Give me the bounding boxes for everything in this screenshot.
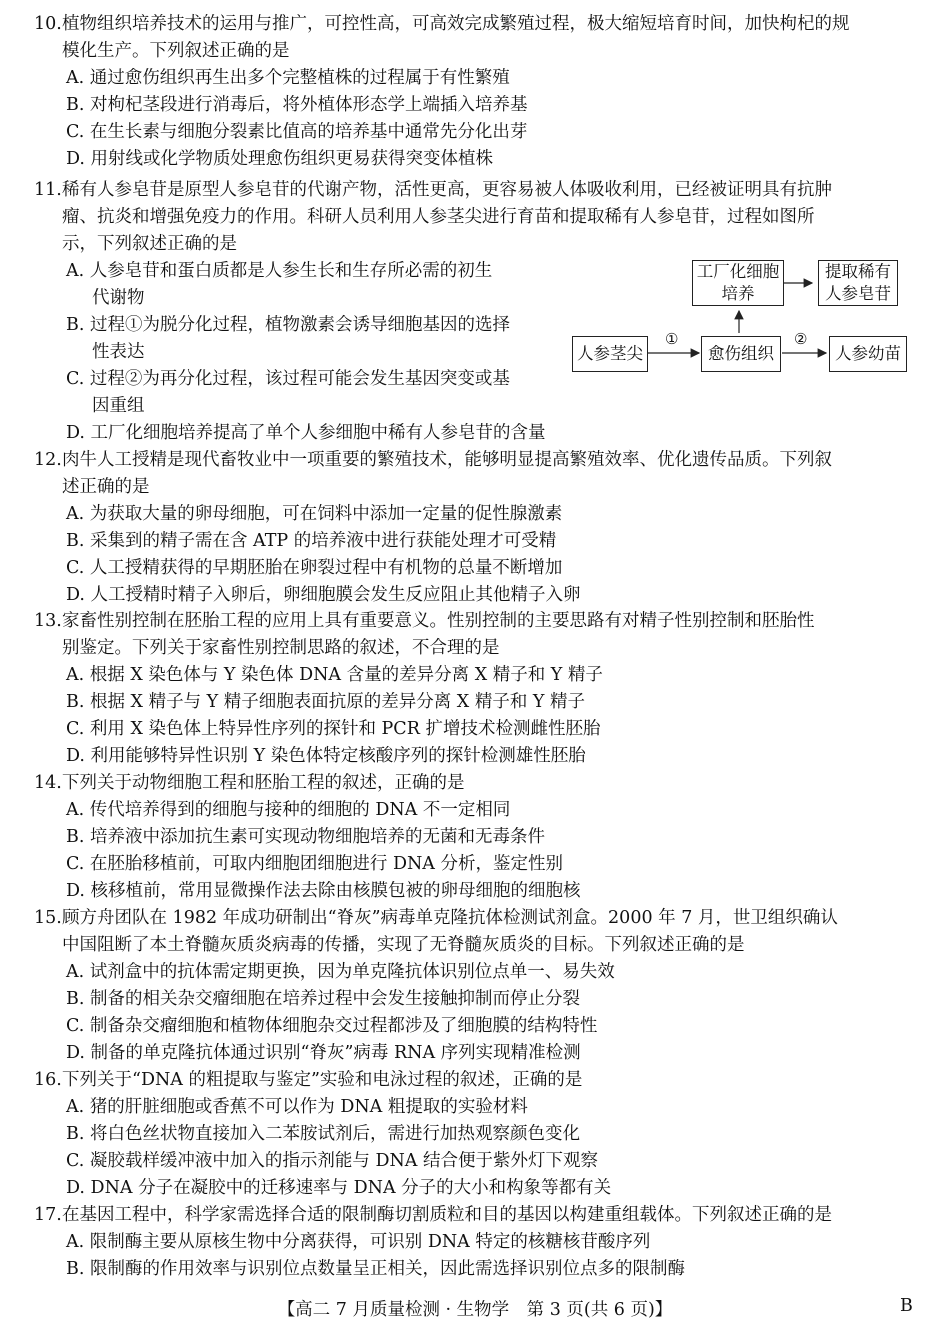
- question-stem: 14.下列关于动物细胞工程和胚胎工程的叙述，正确的是: [62, 770, 917, 797]
- step-1-label: ①: [665, 330, 679, 348]
- option-a: A. 限制酶主要从原核生物中分离获得，可识别 DNA 特定的核糖核苷酸序列: [66, 1232, 651, 1252]
- option-c: C. 在生长素与细胞分裂素比值高的培养基中通常先分化出芽: [66, 122, 528, 142]
- question-number: 17.: [34, 1205, 62, 1225]
- box-factory-culture: 工厂化细胞 培养: [692, 260, 784, 306]
- option-a: A. 传代培养得到的细胞与接种的细胞的 DNA 不一定相同: [66, 800, 511, 820]
- box-shoot-tip: 人参茎尖: [572, 336, 648, 372]
- question-stem: 15.顾方舟团队在 1982 年成功研制出“脊灰”病毒单克隆抗体检测试剂盒。2000 年 7 月，世卫组织确认 中国阻断了本土脊髓灰质炎病毒的传播，实现了无脊髓灰质炎的目标。下列叙述正确的是: [62, 905, 917, 959]
- option-b: B. 对枸杞茎段进行消毒后，将外植体形态学上端插入培养基: [66, 95, 528, 115]
- option-c: C. 利用 X 染色体上特异性序列的探针和 PCR 扩增技术检测雌性胚胎: [66, 719, 601, 739]
- option-a: A. 试剂盒中的抗体需定期更换，因为单克隆抗体识别位点单一、易失效: [66, 962, 615, 982]
- option-c: C. 过程②为再分化过程，该过程可能会发生基因突变或基 因重组: [66, 369, 510, 416]
- option-d: D. 工厂化细胞培养提高了单个人参细胞中稀有人参皂苷的含量: [66, 423, 546, 443]
- question-15: [0, 905, 950, 1067]
- step-2-label: ②: [794, 330, 808, 348]
- box-callus: 愈伤组织: [701, 336, 781, 372]
- question-stem: 12.肉牛人工授精是现代畜牧业中一项重要的繁殖技术，能够明显提高繁殖效率、优化遗传品质。下列叙 述正确的是: [62, 447, 917, 501]
- option-a: A. 猪的肝脏细胞或香蕉不可以作为 DNA 粗提取的实验材料: [66, 1097, 528, 1117]
- option-b: B. 过程①为脱分化过程，植物激素会诱导细胞基因的选择 性表达: [66, 315, 510, 362]
- version-mark: B: [900, 1296, 913, 1316]
- box-extract-ginsenoside: 提取稀有 人参皂苷: [818, 260, 898, 306]
- option-d: D. 利用能够特异性识别 Y 染色体特定核酸序列的探针检测雄性胚胎: [66, 746, 586, 766]
- option-d: D. 人工授精时精子入卵后，卵细胞膜会发生反应阻止其他精子入卵: [66, 585, 581, 605]
- option-a: A. 为获取大量的卵母细胞，可在饲料中添加一定量的促性腺激素: [66, 504, 563, 524]
- option-b: B. 限制酶的作用效率与识别位点数量呈正相关，因此需选择识别位点多的限制酶: [66, 1259, 685, 1279]
- option-b: B. 将白色丝状物直接加入二苯胺试剂后，需进行加热观察颜色变化: [66, 1124, 580, 1144]
- option-a: A. 人参皂苷和蛋白质都是人参生长和生存所必需的初生 代谢物: [66, 261, 493, 308]
- question-number: 15.: [34, 908, 62, 928]
- option-d: D. 制备的单克隆抗体通过识别“脊灰”病毒 RNA 序列实现精准检测: [66, 1043, 581, 1063]
- option-c: C. 人工授精获得的早期胚胎在卵裂过程中有机物的总量不断增加: [66, 558, 563, 578]
- option-c: C. 制备杂交瘤细胞和植物体细胞杂交过程都涉及了细胞膜的结构特性: [66, 1016, 598, 1036]
- question-stem: 17.在基因工程中，科学家需选择合适的限制酶切割质粒和目的基因以构建重组载体。下列叙述正确的是: [62, 1202, 917, 1229]
- box-seedling: 人参幼苗: [829, 336, 907, 372]
- question-stem: 10.植物组织培养技术的运用与推广，可控性高，可高效完成繁殖过程，极大缩短培育时间，加快枸杞的规 模化生产。下列叙述正确的是: [62, 11, 917, 65]
- process-diagram: [572, 258, 907, 378]
- question-16: [0, 1067, 950, 1202]
- question-12: [0, 447, 950, 609]
- question-10: [0, 11, 950, 173]
- option-d: D. 用射线或化学物质处理愈伤组织更易获得突变体植株: [66, 149, 494, 169]
- question-number: 16.: [34, 1070, 62, 1090]
- option-b: B. 制备的相关杂交瘤细胞在培养过程中会发生接触抑制而停止分裂: [66, 989, 580, 1009]
- question-number: 12.: [34, 450, 62, 470]
- option-a: A. 通过愈伤组织再生出多个完整植株的过程属于有性繁殖: [66, 68, 510, 88]
- option-b: B. 培养液中添加抗生素可实现动物细胞培养的无菌和无毒条件: [66, 827, 545, 847]
- question-17: [0, 1202, 950, 1283]
- option-c: C. 凝胶载样缓冲液中加入的指示剂能与 DNA 结合便于紫外灯下观察: [66, 1151, 598, 1171]
- question-number: 14.: [34, 773, 62, 793]
- page-footer: 【高二 7 月质量检测 · 生物学 第 3 页(共 6 页)】: [277, 1300, 673, 1320]
- option-d: D. DNA 分子在凝胶中的迁移速率与 DNA 分子的大小和构象等都有关: [66, 1178, 612, 1198]
- question-number: 13.: [34, 611, 62, 631]
- option-c: C. 在胚胎移植前，可取内细胞团细胞进行 DNA 分析，鉴定性别: [66, 854, 563, 874]
- question-stem: 11.稀有人参皂苷是原型人参皂苷的代谢产物，活性更高，更容易被人体吸收利用，已经被证明具有抗肿 瘤、抗炎和增强免疫力的作用。科研人员利用人参茎尖进行育苗和提取稀有人参皂苷，过程如图所 示，下列叙述正确的是: [62, 177, 917, 258]
- question-stem: 16.下列关于“DNA 的粗提取与鉴定”实验和电泳过程的叙述，正确的是: [62, 1067, 917, 1094]
- question-number: 10.: [34, 14, 62, 34]
- question-13: [0, 608, 950, 770]
- option-d: D. 核移植前，常用显微操作法去除由核膜包被的卵母细胞的细胞核: [66, 881, 581, 901]
- option-a: A. 根据 X 染色体与 Y 染色体 DNA 含量的差异分离 X 精子和 Y 精子: [66, 665, 603, 685]
- question-stem: 13.家畜性别控制在胚胎工程的应用上具有重要意义。性别控制的主要思路有对精子性别控制和胚胎性 别鉴定。下列关于家畜性别控制思路的叙述，不合理的是: [62, 608, 917, 662]
- option-b: B. 根据 X 精子与 Y 精子细胞表面抗原的差异分离 X 精子和 Y 精子: [66, 692, 586, 712]
- question-number: 11.: [34, 180, 62, 200]
- option-b: B. 采集到的精子需在含 ATP 的培养液中进行获能处理才可受精: [66, 531, 557, 551]
- question-14: [0, 770, 950, 905]
